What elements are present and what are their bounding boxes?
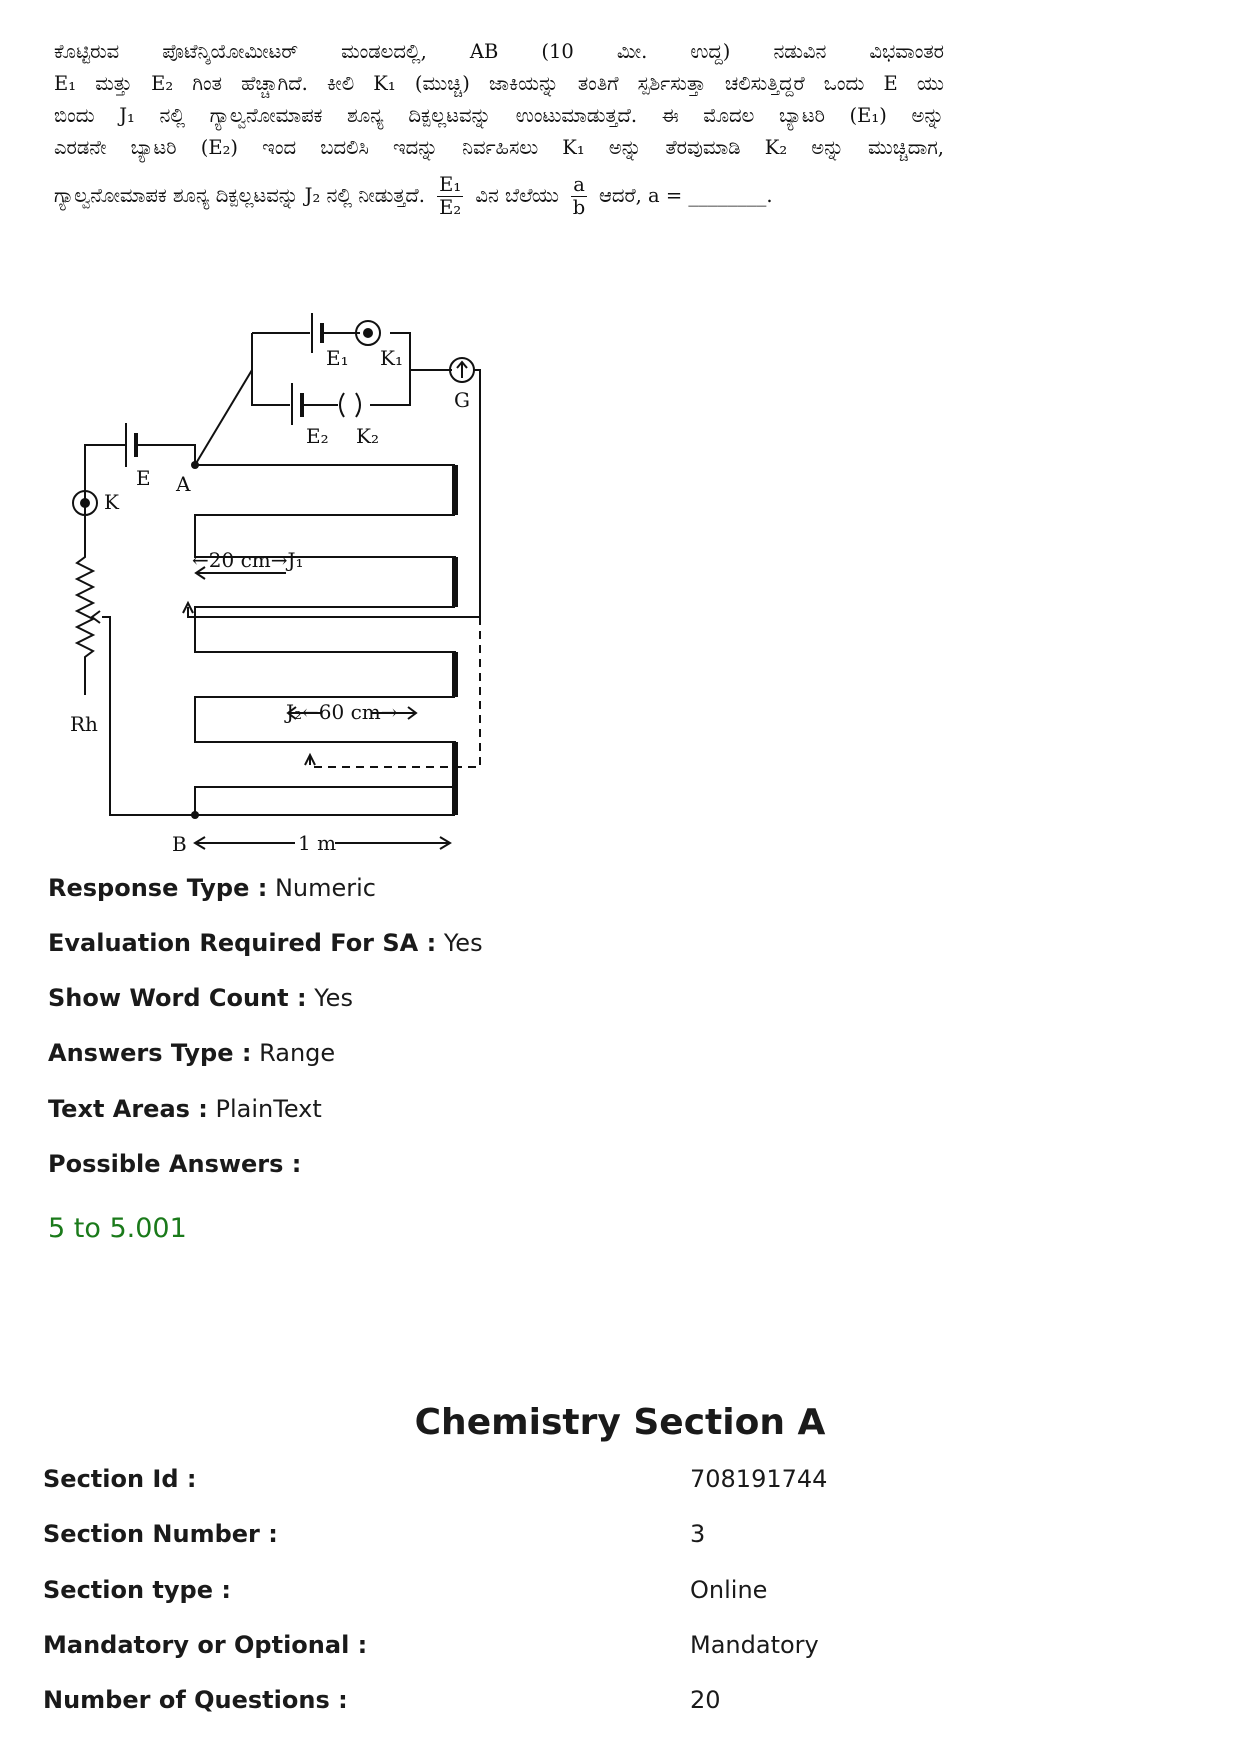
label-60cm: J₂←60 cm→: [286, 700, 398, 724]
question-line-2: E₁ ಮತ್ತು E₂ ಗಿಂತ ಹೆಚ್ಚಾಗಿದೆ. ಕೀಲಿ K₁ (ಮುಚ್ಚಿ) ಜಾಕಿಯನ್ನು ತಂತಿಗೆ ಸ್ಪರ್ಶಿಸುತ್ತಾ ಚಲಿಸುತ್ತಿದ್ದರೆ ಒಂದು E ಯು: [54, 72, 944, 95]
label-rh: Rh: [70, 712, 98, 736]
possible-answer-value: 5 to 5.001: [48, 1213, 187, 1244]
section-id-label: Section Id :: [43, 1465, 197, 1493]
response-type-value: Numeric: [274, 874, 376, 902]
question-line-5a: ಗ್ಯಾಲ್ವನೋಮಾಪಕ ಶೂನ್ಯ ದಿಕ್ಪಲ್ಲಟವನ್ನು J₂ ನಲ್ಲಿ ನೀಡುತ್ತದೆ.: [54, 184, 425, 207]
label-k: K: [104, 490, 119, 514]
possible-answers-row: [48, 1150, 301, 1178]
section-number-label: Section Number :: [43, 1520, 278, 1548]
link-to-a: [195, 370, 252, 465]
answers-type-label: Answers Type :: [48, 1039, 252, 1067]
word-count-label: Show Word Count :: [48, 984, 307, 1012]
section-type-value: Online: [690, 1576, 768, 1604]
mandatory-label: Mandatory or Optional :: [43, 1631, 368, 1659]
response-type-label: Response Type :: [48, 874, 268, 902]
label-k1: K₁: [380, 346, 403, 370]
question-line-5: [54, 174, 944, 219]
question-line-4: ಎರಡನೇ ಬ್ಯಾಟರಿ (E₂) ಇಂದ ಬದಲಿಸಿ ಇದನ್ನು ನಿರ್ವಹಿಸಲು K₁ ಅನ್ನು ತೆರವುಮಾಡಿ K₂ ಅನ್ನು ಮುಚ್ಚಿದಾಗ,: [54, 136, 944, 159]
section-title: Chemistry Section A: [414, 1402, 826, 1443]
label-1m: 1 m: [298, 831, 337, 855]
evaluation-row: [48, 929, 483, 957]
label-e1: E₁: [326, 346, 349, 370]
question-line-5c: ಆದರೆ, a = ________.: [599, 184, 773, 207]
evaluation-value: Yes: [443, 929, 483, 957]
ab-numerator: a: [573, 173, 585, 196]
answers-type-value: Range: [259, 1039, 336, 1067]
response-type-row: [48, 874, 376, 902]
section-row: [43, 1520, 1193, 1554]
label-k2: K₂: [356, 424, 379, 448]
label-20cm: ←20 cm→J₁: [192, 548, 304, 572]
potentiometer-circuit-diagram: [60, 295, 520, 865]
num-questions-label: Number of Questions :: [43, 1686, 348, 1714]
fraction-numerator: E₁: [439, 173, 462, 196]
evaluation-label: Evaluation Required For SA :: [48, 929, 437, 957]
word-count-row: [48, 984, 353, 1012]
e1-e2-fraction: [437, 174, 463, 219]
word-count-value: Yes: [314, 984, 353, 1012]
question-line-3: ಬಿಂದು J₁ ನಲ್ಲಿ ಗ್ಯಾಲ್ವನೋಮಾಪಕ ಶೂನ್ಯ ದಿಕ್ಪಲ್ಲಟವನ್ನು ಉಂಟುಮಾಡುತ್ತದೆ. ಈ ಮೊದಲ ಬ್ಯಾಟರಿ (E₁) ಅನ್ನು: [54, 104, 944, 127]
question-line-5b: ವಿನ ಬೆಲೆಯು: [475, 184, 559, 207]
text-areas-value: PlainText: [215, 1095, 322, 1123]
potentiometer-wire: [195, 465, 455, 815]
question-line-1: ಕೊಟ್ಟಿರುವ ಪೊಟೆನ್ಶಿಯೋಮೀಟರ್ ಮಂಡಲದಲ್ಲಿ, AB (10 ಮೀ. ಉದ್ದ) ನಡುವಿನ ವಿಭವಾಂತರ: [54, 40, 944, 63]
rheostat-icon: [77, 515, 93, 695]
mandatory-value: Mandatory: [690, 1631, 819, 1659]
label-e: E: [136, 466, 151, 490]
section-type-label: Section type :: [43, 1576, 231, 1604]
label-b: B: [172, 832, 187, 856]
text-areas-row: [48, 1095, 322, 1123]
question-text: [54, 36, 944, 219]
section-row: [43, 1631, 1193, 1665]
label-g: G: [454, 388, 470, 412]
section-row: [43, 1465, 1193, 1499]
fraction-denominator: E₂: [439, 196, 462, 219]
rheostat-slider: [102, 617, 195, 815]
upper-branch-wire: [252, 333, 452, 405]
a-b-fraction: [571, 174, 587, 219]
k2-key-icon: [340, 393, 360, 417]
section-row: [43, 1576, 1193, 1610]
label-a: A: [176, 472, 191, 496]
label-e2: E₂: [306, 424, 329, 448]
answers-type-row: [48, 1039, 335, 1067]
ab-denominator: b: [572, 196, 586, 219]
text-areas-label: Text Areas :: [48, 1095, 208, 1123]
num-questions-value: 20: [690, 1686, 721, 1714]
galvanometer-wire: [474, 370, 480, 617]
section-row: [43, 1686, 1193, 1720]
section-number-value: 3: [690, 1520, 706, 1548]
possible-answers-label: Possible Answers :: [48, 1150, 302, 1178]
section-id-value: 708191744: [690, 1465, 828, 1493]
